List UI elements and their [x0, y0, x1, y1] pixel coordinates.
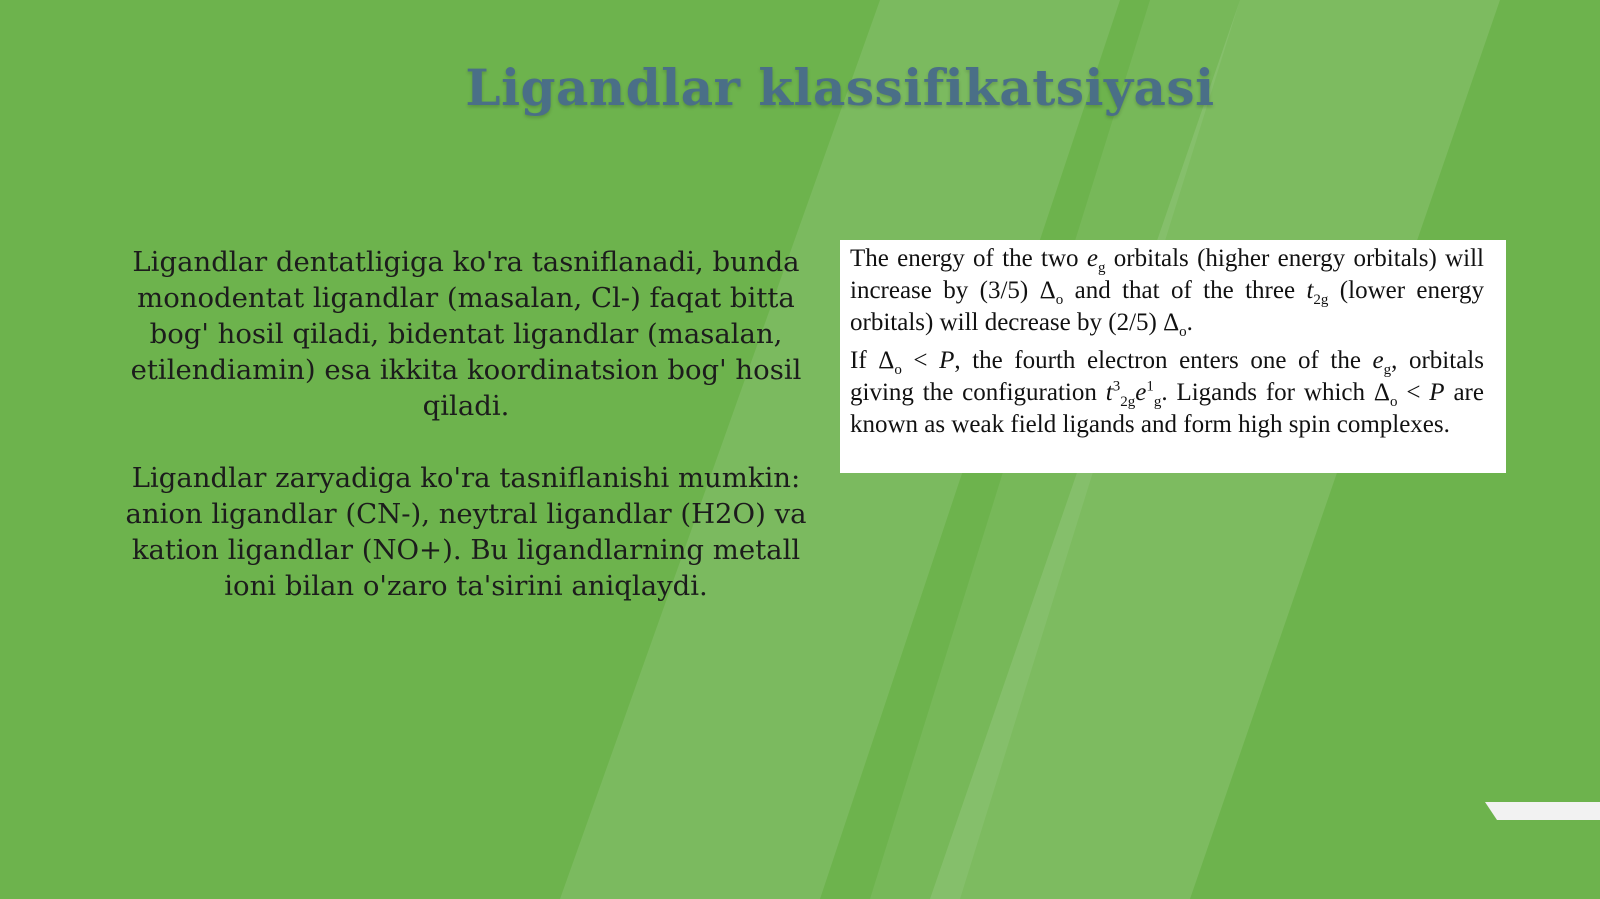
excerpt-text: orbitals (higher energy orbitals) will increase by (3/5) Δ — [850, 245, 1484, 304]
excerpt-text: (lower energy orbitals) will decrease by (2/5) Δ — [850, 277, 1484, 336]
eg-subscript: g — [1383, 362, 1392, 378]
eg-symbol: e — [1086, 245, 1098, 272]
excerpt-text: The energy of the two — [850, 245, 1087, 272]
delta-o-subscript: o — [894, 362, 902, 378]
e-superscript: 1 — [1146, 378, 1154, 395]
t-symbol: t — [1105, 379, 1113, 406]
delta-o-subscript: o — [1055, 292, 1064, 308]
excerpt-text: and that of the three — [1063, 277, 1307, 304]
excerpt-paragraph-1 — [850, 243, 1484, 339]
body-text — [112, 244, 820, 604]
excerpt-text: are known as weak field ligands and form high spin complexes. — [850, 379, 1484, 438]
eg-symbol: e — [1372, 347, 1384, 374]
delta-o-subscript: o — [1179, 324, 1187, 340]
excerpt-text: . Ligands for which Δ — [1161, 379, 1390, 406]
excerpt-text: If Δ — [850, 347, 895, 374]
corner-tab-decoration — [1485, 802, 1600, 820]
pairing-energy-symbol: P — [1429, 379, 1445, 406]
excerpt-text: < — [1397, 379, 1430, 406]
delta-o-subscript: o — [1389, 394, 1398, 410]
excerpt-text: , the fourth electron enters one of the — [954, 347, 1373, 374]
textbook-excerpt-image — [840, 240, 1506, 473]
e-symbol: e — [1135, 379, 1147, 406]
t2g-symbol: t — [1306, 277, 1314, 304]
slide-title: Ligandlar klassifikatsiyasi — [465, 58, 1215, 117]
excerpt-text: < — [901, 347, 940, 374]
e-subscript: g — [1153, 394, 1162, 410]
pairing-energy-symbol: P — [939, 347, 955, 374]
excerpt-text: . — [1186, 309, 1193, 336]
excerpt-text: , orbitals giving the configuration — [850, 347, 1484, 406]
excerpt-paragraph-2 — [850, 345, 1484, 441]
paragraph-charge: Ligandlar zaryadiga ko'ra tasniflanishi mumkin: anion ligandlar (CN-), neytral ligandlar (H2O) va kation ligandlar (NO+). Bu ligandlarning metall ioni bilan o'zaro ta'sirini aniqlaydi. — [125, 462, 807, 602]
t-superscript: 3 — [1112, 378, 1121, 395]
eg-subscript: g — [1097, 260, 1106, 276]
t-subscript: 2g — [1120, 394, 1136, 410]
t2g-subscript: 2g — [1313, 292, 1329, 308]
paragraph-dentate: Ligandlar dentatligiga ko'ra tasniflanadi, bunda monodentat ligandlar (masalan, Cl-) faqat bitta bog' hosil qiladi, bidentat ligandlar (masalan, etilendiamin) esa ikkita koordinatsion bog' hosil qiladi. — [130, 246, 802, 422]
